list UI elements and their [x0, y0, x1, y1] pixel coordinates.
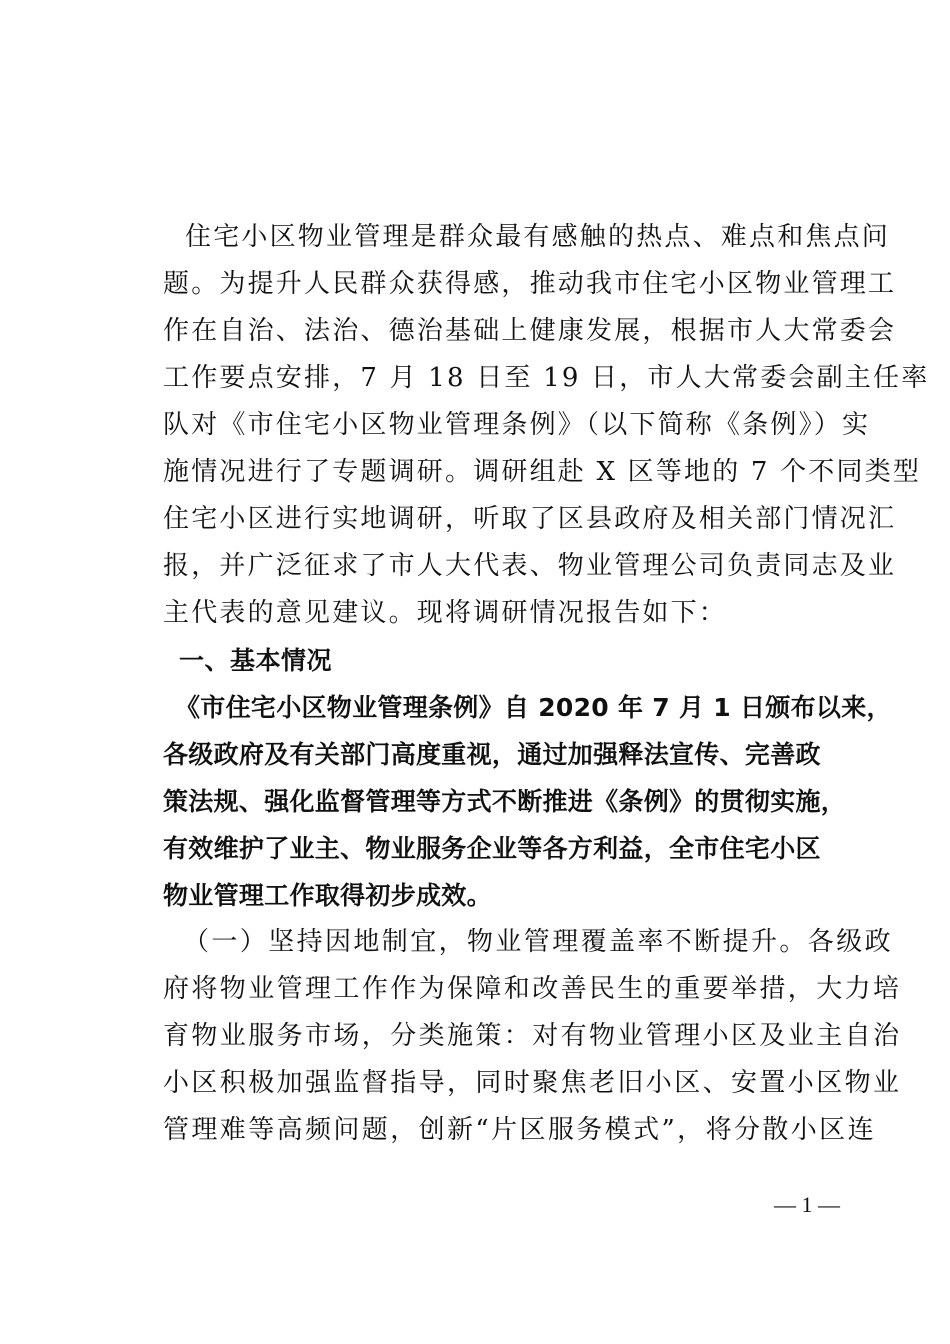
intro-paragraph [163, 214, 930, 637]
intro-line-6: 施情况进行了专题调研。调研组赴 X 区等地的 7 个不同类型 [163, 457, 922, 487]
subsection-line-4: 小区积极加强监督指导，同时聚焦老旧小区、安置小区物业 [163, 1068, 902, 1098]
summary-line-4: 有效维护了业主、物业服务企业等各方利益，全市住宅小区 [163, 834, 821, 863]
intro-line-7: 住宅小区进行实地调研，听取了区县政府及相关部门情况汇 [163, 504, 897, 534]
intro-line-8: 报，并广泛征求了市人大代表、物业管理公司负责同志及业 [163, 551, 897, 581]
intro-line-3: 作在自治、法治、德治基础上健康发展，根据市人大常委会 [163, 316, 897, 346]
summary-line-2: 各级政府及有关部门高度重视，通过加强释法宣传、完善政 [163, 740, 821, 769]
subsection-line-1: （一）坚持因地制宜，物业管理覆盖率不断提升。各级政 [183, 927, 894, 957]
summary-line-5: 物业管理工作取得初步成效。 [163, 881, 492, 910]
document-body [163, 214, 930, 1154]
subsection-line-5: 管理难等高频问题，创新“片区服务模式”，将分散小区连 [163, 1115, 876, 1145]
intro-line-1: 住宅小区物业管理是群众最有感触的热点、难点和焦点问 [185, 222, 891, 252]
intro-line-4: 工作要点安排，7 月 18 日至 19 日，市人大常委会副主任率 [163, 363, 930, 393]
section-heading: 一、基本情况 [179, 646, 333, 675]
summary-paragraph [163, 684, 892, 919]
intro-line-5: 队对《市住宅小区物业管理条例》（以下简称《条例》）实 [163, 410, 871, 440]
intro-line-9: 主代表的意见建议。现将调研情况报告如下： [163, 598, 728, 628]
subsection-paragraph [163, 919, 902, 1154]
subsection-line-2: 府将物业管理工作作为保障和改善民生的重要举措，大力培 [163, 974, 902, 1004]
summary-line-1: 《市住宅小区物业管理条例》自 2020 年 7 月 1 日颁布以来， [175, 693, 892, 722]
intro-line-2: 题。为提升人民群众获得感，推动我市住宅小区物业管理工 [163, 269, 897, 299]
summary-line-3: 策法规、强化监督管理等方式不断推进《条例》的贯彻实施， [163, 787, 847, 816]
subsection-line-3: 育物业服务市场，分类施策：对有物业管理小区及业主自治 [163, 1021, 902, 1051]
page-number: — 1 — [774, 1192, 840, 1217]
